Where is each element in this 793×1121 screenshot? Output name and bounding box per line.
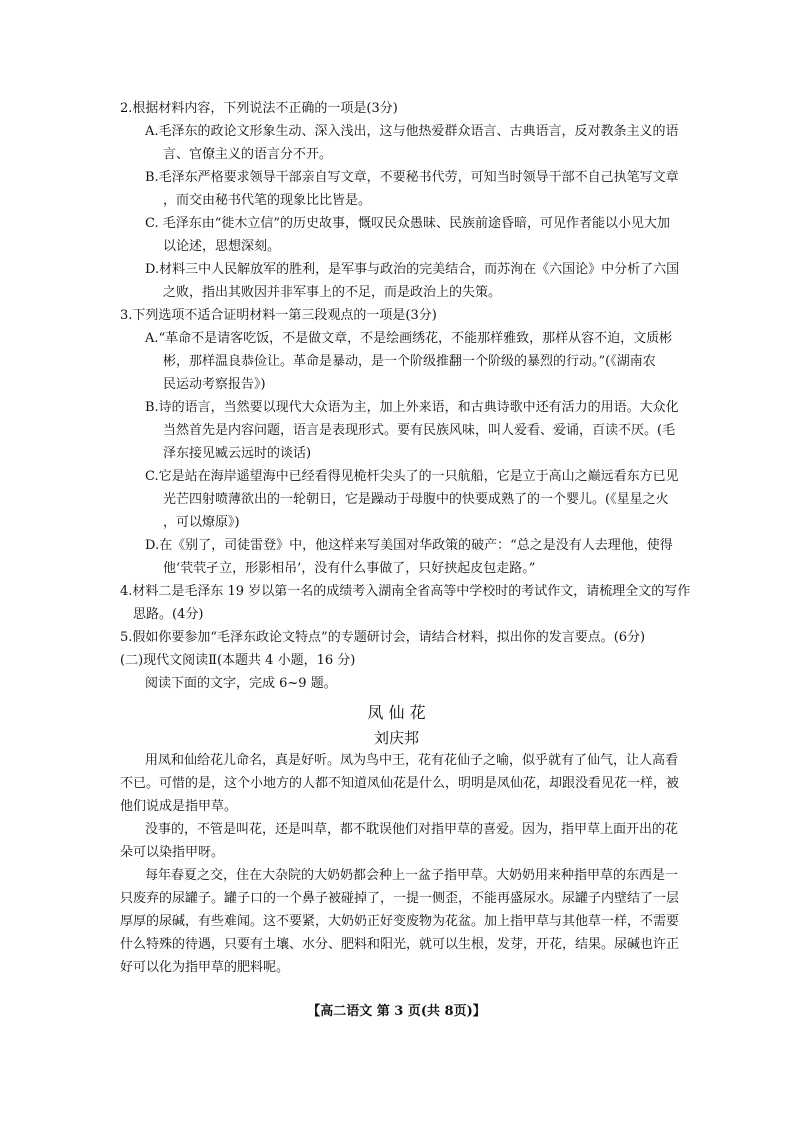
q2-stem: 2.根据材料内容，下列说法不正确的一项是(3分) [120,101,398,116]
q4-line1: 4.材料二是毛泽东 19 岁以第一名的成绩考入湖南全省高等中学校时的考试作文，请梳理全文的写作 [120,584,691,599]
q5-stem: 5.假如你要参加“毛泽东政论文特点”的专题研讨会，请结合材料，拟出你的发言要点。(6分) [120,630,646,645]
q2-option-b-line1: B.毛泽东严格要求领导干部亲自写文章，不要秘书代劳，可知当时领导干部不自己执笔写文章 [145,170,679,185]
q3-option-c-line3: ，可以燎原》) [163,515,240,530]
article-p1-line1: 用凤和仙给花儿命名，真是好听。凤为鸟中王，花有花仙子之喻，似乎就有了仙气，让人高看 [145,753,679,768]
q3-option-a-line1: A.“革命不是请客吃饭，不是做文章，不是绘画绣花，不能那样雅致，那样从容不迫，文质彬 [145,331,673,346]
q3-option-b-line2: 当然首先是内容问题，语言是表现形式。要有民族风味，叫人爱看、爱诵，百读不厌。(毛 [163,423,676,438]
q3-option-d-line1: D.在《别了，司徒雷登》中，他这样来写美国对华政策的破产：“总之是没有人去理他，使得 [145,538,673,553]
q2-option-d-line2: 之败，指出其败因并非军事上的不足，而是政治上的失策。 [163,285,502,300]
q2-option-a-line1: A.毛泽东的政论文形象生动、深入浅出，这与他热爱群众语言、古典语言，反对教条主义的语 [145,124,679,139]
article-p3-line5: 好可以化为指甲草的肥料呢。 [120,960,290,975]
q3-option-a-line2: 彬，那样温良恭俭让。革命是暴动，是一个阶级推翻一个阶级的暴烈的行动。”(《湖南农 [163,354,656,369]
q2-option-b-line2: ，而交由秘书代笔的现象比比皆是。 [163,193,372,208]
article-p1-line2: 不已。可惜的是，这个小地方的人都不知道凤仙花是什么，明明是凤仙花，却跟没看见花一样，被 [120,776,680,791]
q3-option-b-line3: 泽东接见臧云远时的谈话) [163,446,312,461]
q3-option-c-line1: C.它是站在海岸遥望海中已经看得见桅杆尖头了的一只航船，它是立于高山之巅远看东方已见 [145,469,679,484]
q2-option-c-line2: 以论述，思想深刻。 [163,239,281,254]
reading-instruction: 阅读下面的文字，完成 6~9 题。 [145,676,337,691]
article-p2-line2: 朵可以染指甲呀。 [120,845,225,860]
article-author: 刘庆邦 [373,729,419,747]
q3-option-a-line3: 民运动考察报告》) [163,377,266,392]
q2-option-d-line1: D.材料三中人民解放军的胜利，是军事与政治的完美结合，而苏洵在《六国论》中分析了六国 [145,262,680,277]
q4-line2: 思路。(4分) [133,607,204,622]
q3-option-b-line1: B.诗的语言，当然要以现代大众语为主，加上外来语，和古典诗歌中还有活力的用语。大众化 [145,400,679,415]
article-p3-line3: 厚厚的尿碱，有些难闻。这不要紧，大奶奶正好变废物为花盆。加上指甲草与其他草一样，不需要 [120,914,680,929]
article-p3-line1: 每年春夏之交，住在大杂院的大奶奶都会种上一盆子指甲草。大奶奶用来种指甲草的东西是一 [145,868,679,883]
article-p1-line3: 他们说成是指甲草。 [120,799,238,814]
article-p2-line1: 没事的，不管是叫花，还是叫草，都不耽误他们对指甲草的喜爱。因为，指甲草上面开出的花 [145,822,679,837]
q3-option-c-line2: 光芒四射喷薄欲出的一轮朝日，它是躁动于母腹中的快要成熟了的一个婴儿。(《星星之火 [163,492,669,507]
q2-option-c-line1: C. 毛泽东由“徙木立信”的历史故事，慨叹民众愚昧、民族前途昏暗，可见作者能以小见大加 [145,216,671,231]
page-footer: 【高二语文 第 3 页(共 8页)】 [307,1004,486,1019]
article-p3-line2: 只废弃的尿罐子。罐子口的一个鼻子被碰掉了，一提一侧歪，不能再盛尿水。尿罐子内壁结了一层 [120,891,680,906]
q3-option-d-line2: 他‘茕茕孑立，形影相吊’，没有什么事做了，只好挟起皮包走路。” [163,561,536,576]
section-heading: (二)现代文阅读Ⅱ(本题共 4 小题，16 分) [120,653,356,668]
q3-stem: 3.下列选项不适合证明材料一第三段观点的一项是(3分) [120,308,437,323]
article-p3-line4: 什么特殊的待遇，只要有土壤、水分、肥料和阳光，就可以生根，发芽，开花，结果。尿碱也许正 [120,937,680,952]
article-title: 凤 仙 花 [367,703,426,722]
q2-option-a-line2: 言、官僚主义的语言分不开。 [163,147,333,162]
